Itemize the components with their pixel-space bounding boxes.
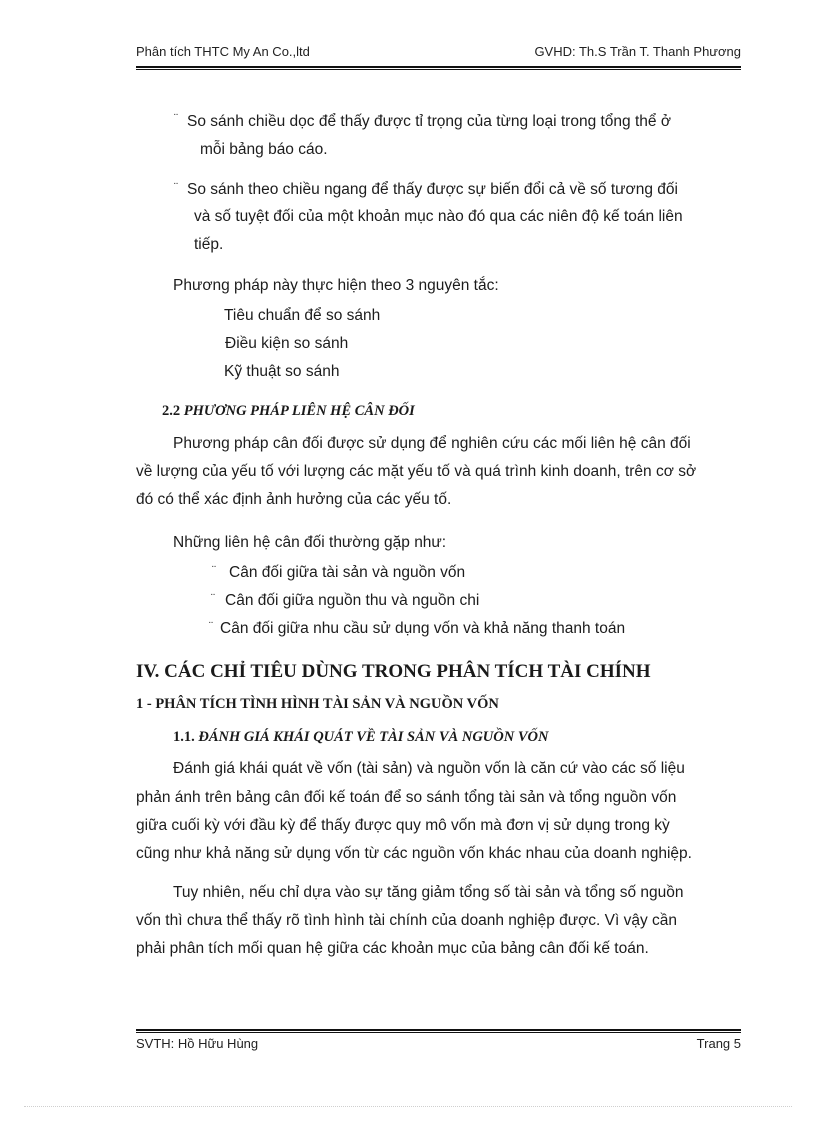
balance-item: Cân đối giữa nhu cầu sử dụng vốn và khả năng thanh toán [220, 620, 626, 637]
subsection-1-1-heading [173, 729, 548, 746]
bullet-glyph: ¨ [211, 591, 215, 605]
compare-bullet-2-line-2: và số tuyệt đối của một khoản mục nào đó qua các niên độ kế toán liên [194, 208, 683, 225]
principle-item: Điều kiện so sánh [225, 335, 349, 352]
header-rule-thin [136, 69, 741, 70]
balance-relations-intro: Những liên hệ cân đối thường gặp như: [173, 534, 447, 551]
bullet-glyph: ¨ [174, 111, 178, 125]
section-number: 1.1. [173, 729, 195, 745]
bullet-glyph: ¨ [209, 619, 213, 633]
overview-paragraph-line-1: Đánh giá khái quát về vốn (tài sản) và nguồn vốn là căn cứ vào các số liệu [173, 760, 685, 777]
section-number: 2.2 [162, 403, 181, 419]
bullet-glyph: ¨ [212, 563, 216, 577]
however-paragraph-line-1: Tuy nhiên, nếu chỉ dựa vào sự tăng giảm tổng số tài sản và tổng số nguồn [173, 884, 684, 901]
compare-bullet-1-line-1: So sánh chiều dọc để thấy được tỉ trọng của từng loại trong tổng thể ở [187, 113, 671, 130]
section-2-2-heading [162, 403, 415, 420]
balance-paragraph-line-2: về lượng của yếu tố với lượng các mặt yếu tố và quá trình kinh doanh, trên cơ sở [136, 463, 697, 480]
however-paragraph-line-2: vốn thì chưa thể thấy rõ tình hình tài chính của doanh nghiệp được. Vì vậy cần [136, 912, 678, 929]
subsection-1-heading: 1 - PHÂN TÍCH TÌNH HÌNH TÀI SẢN VÀ NGUỒN VỐN [136, 696, 499, 712]
overview-paragraph-line-4: cũng như khả năng sử dụng vốn từ các nguồn vốn khác nhau của doanh nghiệp. [136, 845, 692, 862]
header-rule [136, 66, 741, 68]
section-title: PHƯƠNG PHÁP LIÊN HỆ CÂN ĐỐI [183, 403, 415, 419]
overview-paragraph-line-3: giữa cuối kỳ với đầu kỳ để thấy được quy mô vốn mà đơn vị sử dụng trong kỳ [136, 817, 670, 834]
section-title: ĐÁNH GIÁ KHÁI QUÁT VỀ TÀI SẢN VÀ NGUỒN VỐN [198, 729, 549, 745]
header-course-title: Phân tích THTC My An Co.,ltd [136, 44, 310, 59]
compare-bullet-2-line-1: So sánh theo chiều ngang để thấy được sự biến đổi cả về số tương đối [187, 181, 678, 198]
principle-item: Kỹ thuật so sánh [224, 363, 340, 380]
header-advisor: GVHD: Th.S Trần T. Thanh Phương [534, 44, 741, 59]
page-number: Trang 5 [696, 1036, 741, 1051]
footer-student: SVTH: Hồ Hữu Hùng [136, 1036, 259, 1051]
compare-bullet-1-line-2: mỗi bảng báo cáo. [200, 141, 328, 158]
footer-rule-thin [136, 1032, 741, 1033]
balance-item: Cân đối giữa nguồn thu và nguồn chi [225, 592, 480, 609]
overview-paragraph-line-2: phản ánh trên bảng cân đối kế toán để so sánh tổng tài sản và tổng nguồn vốn [136, 789, 677, 806]
footer-rule [136, 1029, 741, 1031]
principle-item: Tiêu chuẩn để so sánh [224, 307, 381, 324]
compare-bullet-2-line-3: tiếp. [194, 236, 224, 253]
however-paragraph-line-3: phải phân tích mối quan hệ giữa các khoản mục của bảng cân đối kế toán. [136, 940, 649, 957]
balance-item: Cân đối giữa tài sản và nguồn vốn [229, 564, 466, 581]
chapter-iv-heading: IV. CÁC CHỈ TIÊU DÙNG TRONG PHÂN TÍCH TÀI CHÍNH [136, 661, 651, 682]
page-bottom-dotted-divider [24, 1106, 792, 1107]
principles-intro: Phương pháp này thực hiện theo 3 nguyên tắc: [173, 277, 499, 294]
balance-paragraph-line-1: Phương pháp cân đối được sử dụng để nghiên cứu các mối liên hệ cân đối [173, 435, 691, 452]
balance-paragraph-line-3: đó có thể xác định ảnh hưởng của các yếu tố. [136, 491, 452, 508]
bullet-glyph: ¨ [174, 180, 178, 194]
